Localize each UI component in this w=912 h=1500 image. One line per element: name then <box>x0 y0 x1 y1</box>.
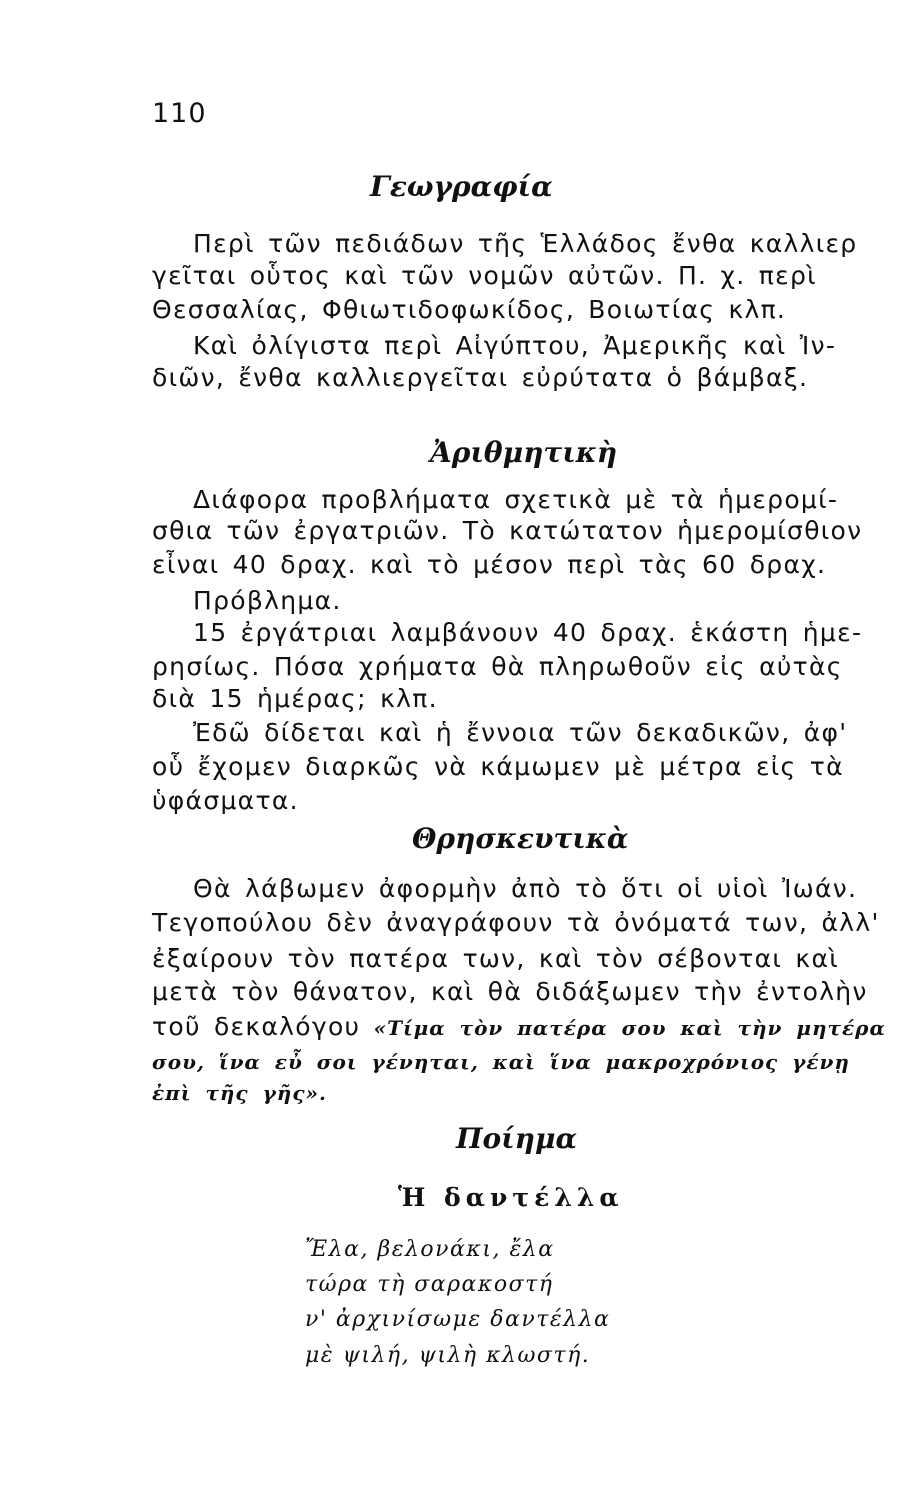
arithmetic-line: 15 ἐργάτριαι λαμβάνουν 40 δραχ. ἑκάστη ἡμε- <box>193 618 863 647</box>
heading-arithmetic: Ἀριθμητικὴ <box>430 436 618 469</box>
poem-line: ν' ἀρχινίσωμε δαντέλλα <box>305 1307 611 1332</box>
arithmetic-line: Πρόβλημα. <box>193 586 342 615</box>
commandment-quote: ἐπὶ τῆς γῆς». <box>152 1081 327 1105</box>
religion-line: ἐξαίρουν τὸν πατέρα των, καὶ τὸν σέβονται καὶ <box>152 944 839 973</box>
geography-line: Περὶ τῶν πεδιάδων τῆς Ἑλλάδος ἔνθα καλλιερ <box>193 229 858 258</box>
arithmetic-line: Ἐδῶ δίδεται καὶ ἡ ἔννοια τῶν δεκαδικῶν, ἀφ' <box>193 718 848 747</box>
heading-religion: Θρησκευτικὰ <box>412 822 629 855</box>
commandment-quote: σου, ἵνα εὖ σοι γένηται, καὶ ἵνα μακροχρόνιος γένῃ <box>152 1050 850 1074</box>
poem-title: Ἡ δαντέλλα <box>398 1183 624 1212</box>
geography-line: Καὶ ὀλίγιστα περὶ Αἰγύπτου, Ἀμερικῆς καὶ Ἰν- <box>193 331 837 360</box>
geography-line: Θεσσαλίας, Φθιωτιδοφωκίδος, Βοιωτίας κλπ. <box>152 295 787 324</box>
religion-line: μετὰ τὸν θάνατον, καὶ θὰ διδάξωμεν τὴν ἐντολὴν <box>152 977 868 1006</box>
geography-line: γεῖται οὗτος καὶ τῶν νομῶν αὐτῶν. Π. χ. περὶ <box>152 261 817 290</box>
religion-line: Θὰ λάβωμεν ἀφορμὴν ἀπὸ τὸ ὅτι οἱ υἱοὶ Ἰωάν. <box>193 874 858 903</box>
arithmetic-line: ρησίως. Πόσα χρήματα θὰ πληρωθοῦν εἰς αὐτὰς <box>152 652 843 681</box>
commandment-quote: «Τίμα τὸν πατέρα σου καὶ τὴν μητέρα <box>373 1016 886 1040</box>
heading-poem: Ποίημα <box>456 1122 578 1155</box>
arithmetic-line: οὗ ἔχομεν διαρκῶς νὰ κάμωμεν μὲ μέτρα εἰς τὰ <box>152 752 844 781</box>
poem-line: μὲ ψιλή, ψιλὴ κλωστή. <box>305 1343 591 1368</box>
arithmetic-line: ὑφάσματα. <box>152 786 299 815</box>
arithmetic-line: διὰ 15 ἡμέρας; κλπ. <box>152 684 438 713</box>
heading-geography: Γεωγραφία <box>370 170 553 203</box>
religion-line <box>152 1012 886 1041</box>
poem-line: τώρα τὴ σαρακοστή <box>305 1272 554 1297</box>
arithmetic-line: εἶναι 40 δραχ. καὶ τὸ μέσον περὶ τὰς 60 δραχ. <box>152 550 827 579</box>
commandment-intro: τοῦ δεκαλόγου <box>152 1012 361 1041</box>
page-number: 110 <box>152 98 207 129</box>
poem-line: Ἔλα, βελονάκι, ἔλα <box>305 1237 555 1262</box>
arithmetic-line: Διάφορα προβλήματα σχετικὰ μὲ τὰ ἡμερομί- <box>193 485 839 514</box>
religion-line: Τεγοπούλου δὲν ἀναγράφουν τὰ ὀνόματά των, ἀλλ' <box>152 908 880 937</box>
arithmetic-line: σθια τῶν ἐργατριῶν. Τὸ κατώτατον ἡμερομίσθιον <box>152 516 863 545</box>
geography-line: διῶν, ἔνθα καλλιεργεῖται εὐρύτατα ὁ βάμβαξ. <box>152 363 809 392</box>
